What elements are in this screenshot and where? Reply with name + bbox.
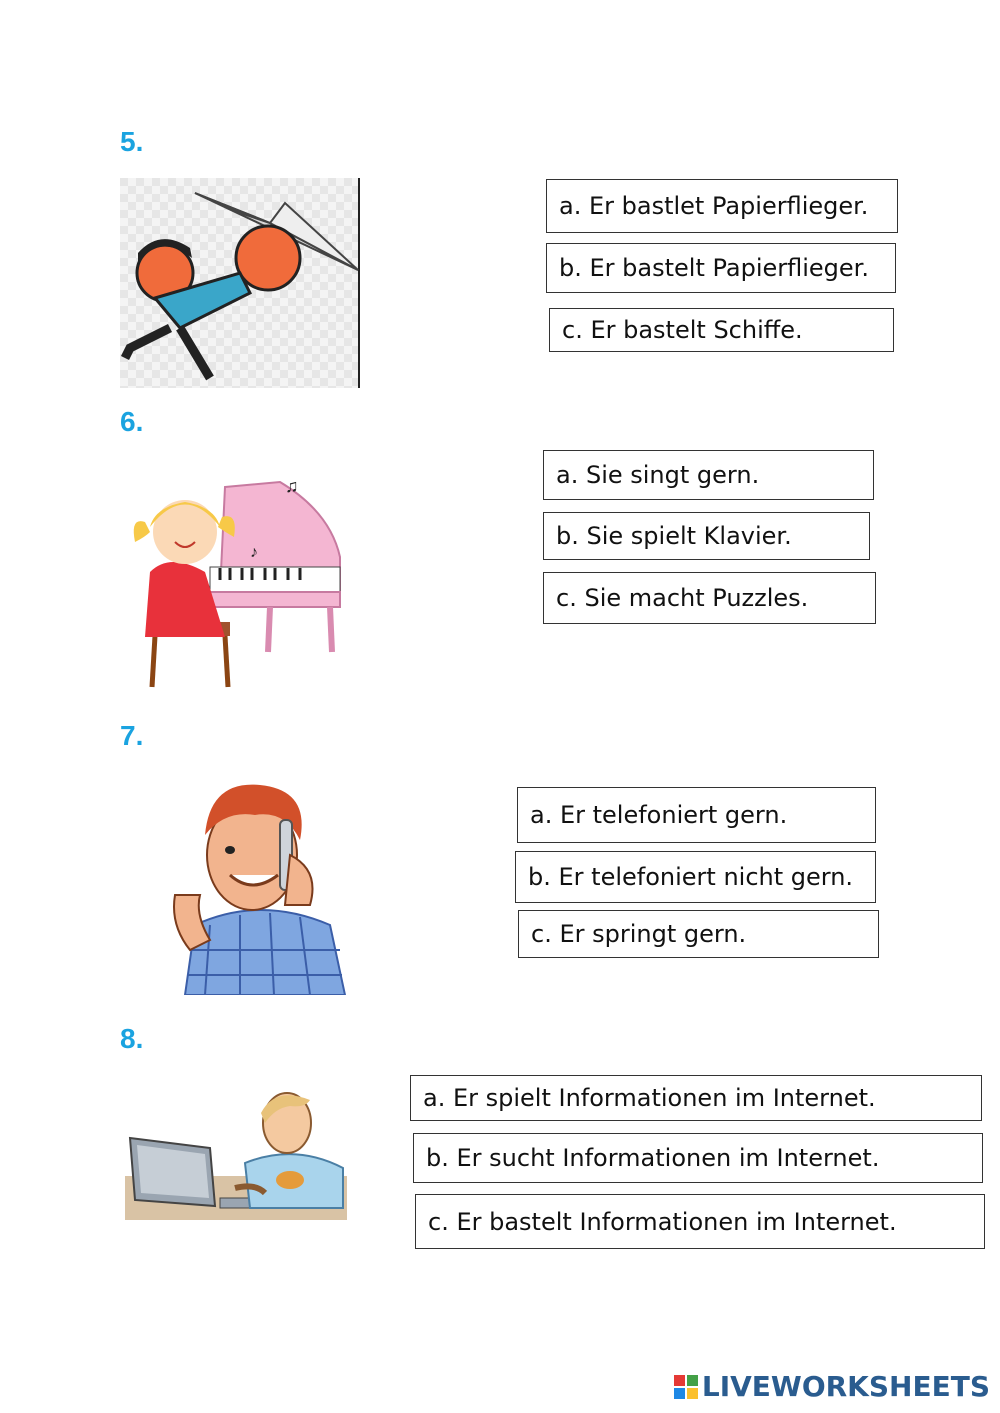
option-5b[interactable]: b. Er bastelt Papierflieger. [546,243,896,293]
girl-piano-picture [130,462,350,692]
question-number-8: 8. [120,1023,144,1054]
question-number-6: 6. [120,406,144,437]
brand-text: LIVEWORKSHEETS [701,1370,990,1403]
boy-computer-picture [125,1088,347,1220]
option-5a[interactable]: a. Er bastlet Papierflieger. [546,179,898,233]
option-6a[interactable]: a. Sie singt gern. [543,450,874,500]
option-6c[interactable]: c. Sie macht Puzzles. [543,572,876,624]
option-8a[interactable]: a. Er spielt Informationen im Internet. [410,1075,982,1121]
option-8b[interactable]: b. Er sucht Informationen im Internet. [413,1133,983,1183]
option-7a[interactable]: a. Er telefoniert gern. [517,787,876,843]
boy-paper-airplane-picture [120,178,362,388]
liveworksheets-watermark [674,1370,990,1403]
boy-telephone-picture [170,775,350,995]
svg-text:♫: ♫ [285,476,299,496]
question-number-7: 7. [120,720,144,751]
question-number-5: 5. [120,126,144,157]
option-8c[interactable]: c. Er bastelt Informationen im Internet. [415,1194,985,1249]
svg-text:♪: ♪ [250,544,258,561]
option-7c[interactable]: c. Er springt gern. [518,910,879,958]
liveworksheets-logo-icon [674,1375,698,1399]
option-6b[interactable]: b. Sie spielt Klavier. [543,512,870,560]
option-7b[interactable]: b. Er telefoniert nicht gern. [515,851,876,903]
option-5c[interactable]: c. Er bastelt Schiffe. [549,308,894,352]
